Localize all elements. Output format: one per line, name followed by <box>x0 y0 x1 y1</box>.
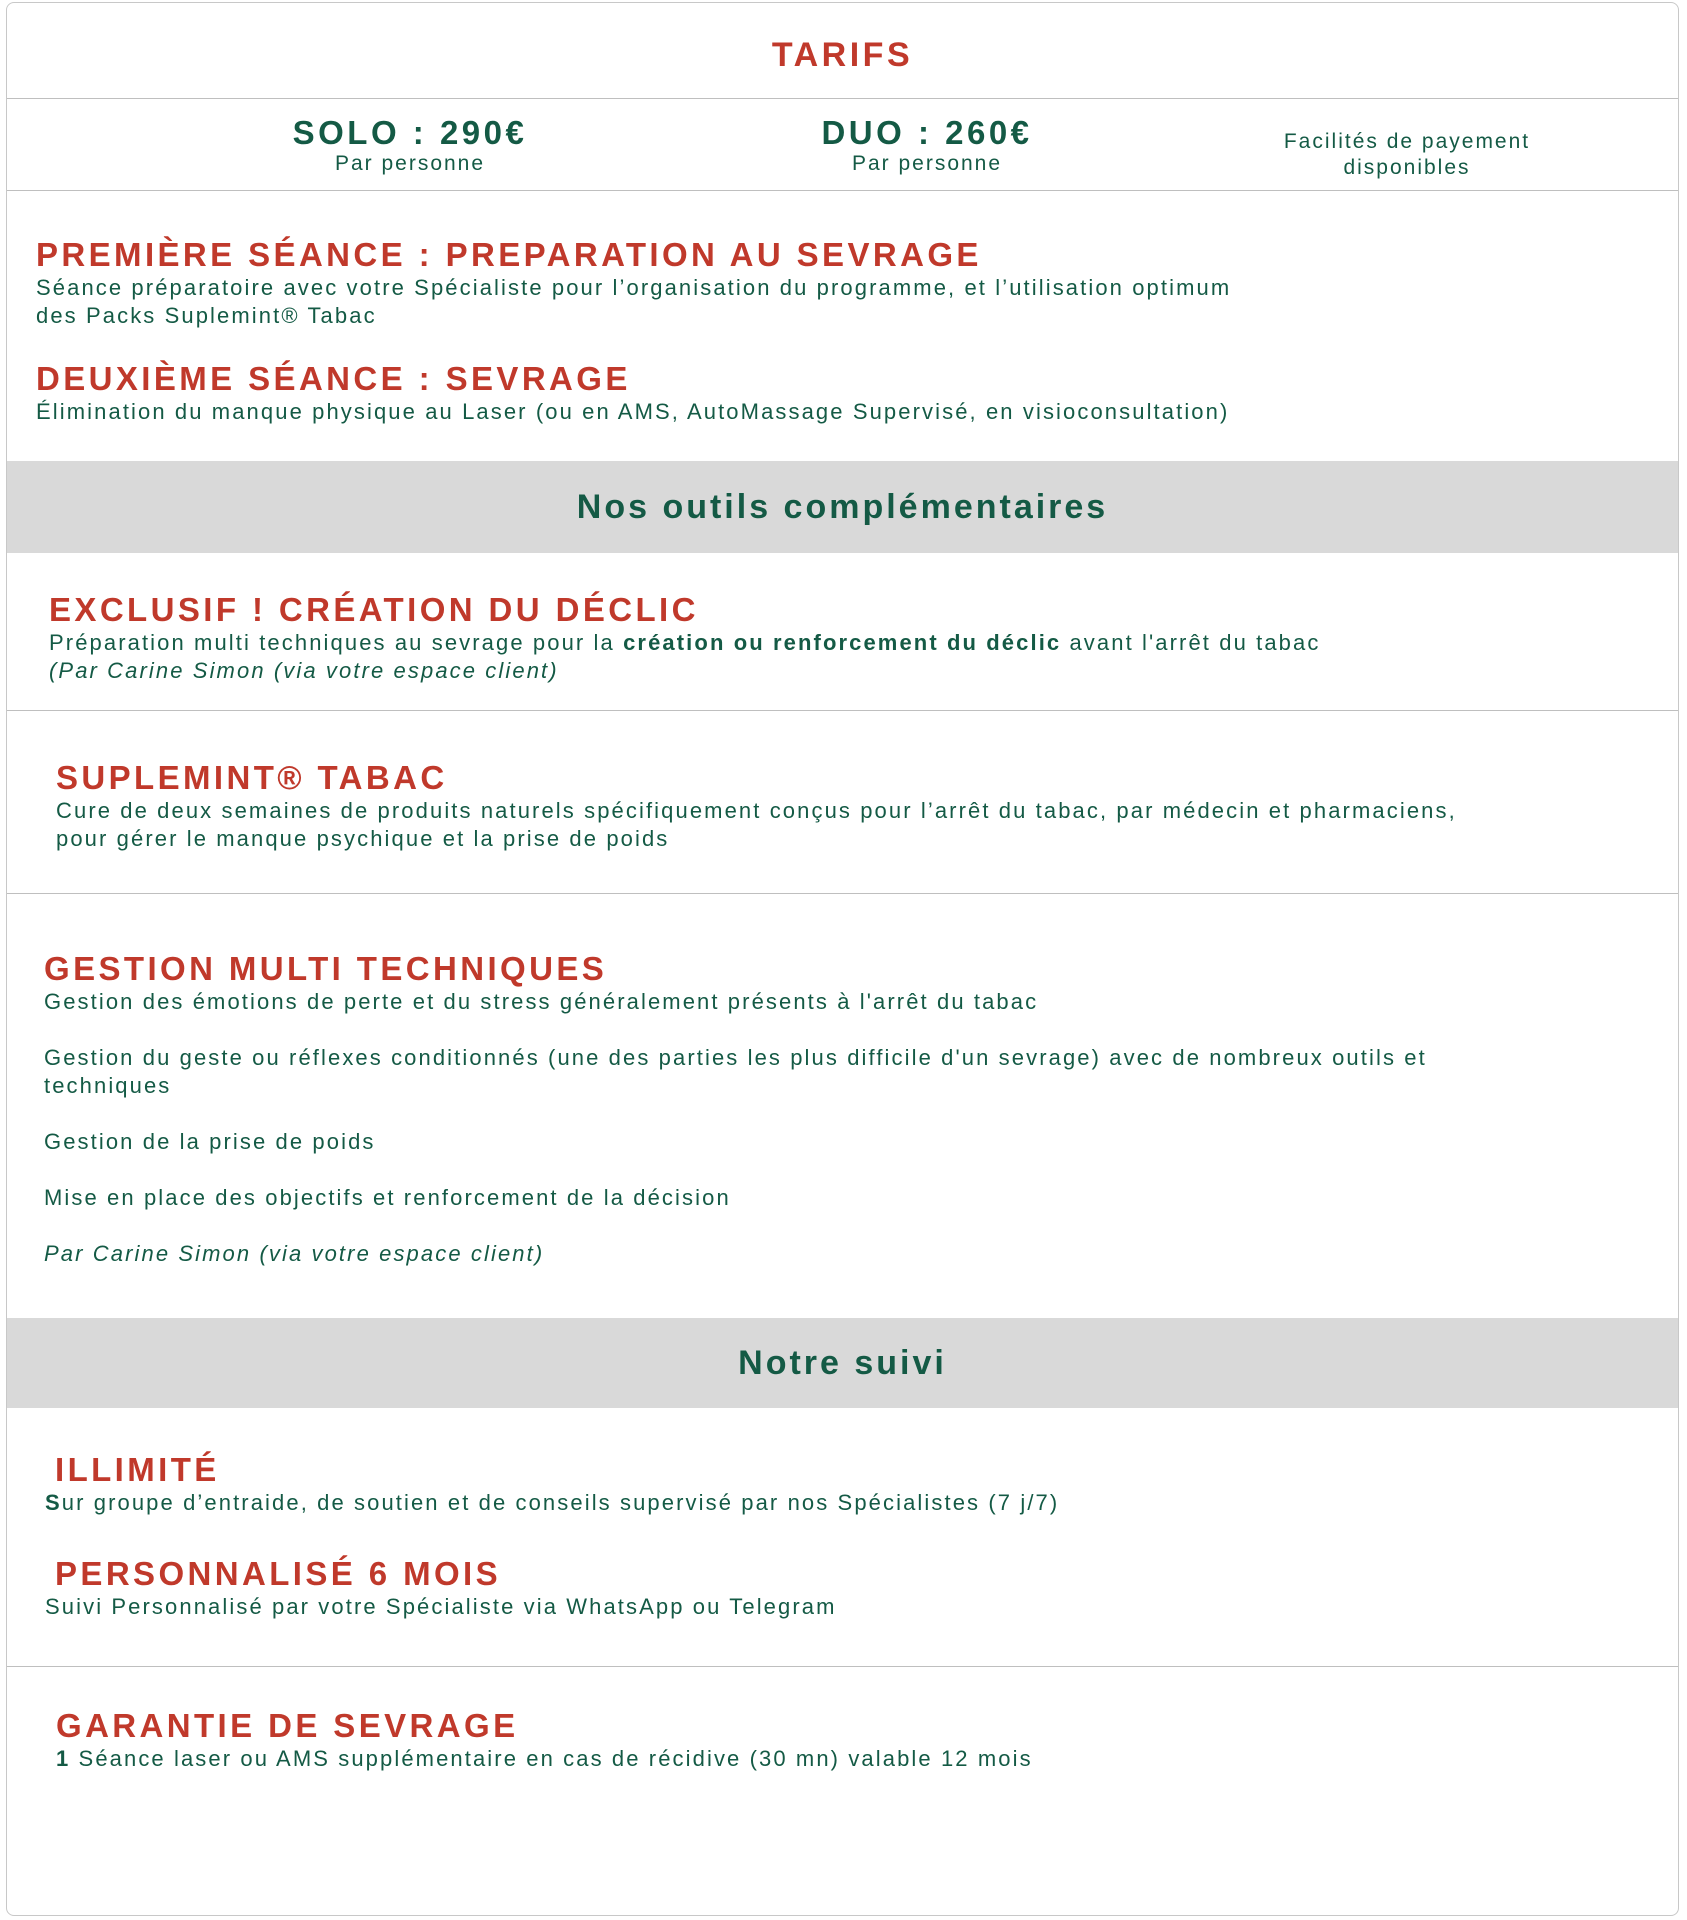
gestion-note: Par Carine Simon (via votre espace client) <box>44 1241 545 1266</box>
solo-price-sub: Par personne <box>334 152 486 175</box>
solo-price: SOLO : 290€ <box>292 114 528 151</box>
divider <box>7 1666 1678 1667</box>
suplemint-section <box>56 759 1457 853</box>
divider <box>7 190 1678 191</box>
declic-text-after: avant l'arrêt du tabac <box>1061 630 1321 655</box>
seance-1-text-line2: des Packs Suplemint® Tabac <box>36 303 377 328</box>
duo-price-block <box>717 115 1137 177</box>
declic-text-before: Préparation multi techniques au sevrage pour la <box>49 630 624 655</box>
personnalise-title: PERSONNALISÉ 6 MOIS <box>55 1555 502 1592</box>
outils-band: Nos outils complémentaires <box>7 461 1678 553</box>
tarifs-title: TARIFS <box>771 36 914 74</box>
payment-facilities <box>1197 129 1617 181</box>
suplemint-text-line2: pour gérer le manque psychique et la prise de poids <box>56 826 670 851</box>
suivi-band: Notre suivi <box>7 1318 1678 1408</box>
garantie-text-bold: 1 <box>56 1746 71 1771</box>
personnalise-text: Suivi Personnalisé par votre Spécialiste via WhatsApp ou Telegram <box>45 1594 837 1619</box>
gestion-item-2-line2: techniques <box>44 1073 172 1098</box>
garantie-section <box>56 1707 1033 1773</box>
declic-section <box>49 591 1320 685</box>
divider <box>7 893 1678 894</box>
gestion-item-2-line1: Gestion du geste ou réflexes conditionnés (une des parties les plus difficile d'un sevrage) avec de nombreux outils et <box>44 1045 1427 1070</box>
tarifs-card <box>6 2 1679 1916</box>
illimite-text-rest: ur groupe d’entraide, de soutien et de conseils supervisé par nos Spécialistes (7 j/7) <box>61 1490 1060 1515</box>
seance-1-title: PREMIÈRE SÉANCE : PREPARATION AU SEVRAGE <box>36 236 982 273</box>
seance-2-text: Élimination du manque physique au Laser (ou en AMS, AutoMassage Supervisé, en visioconsultation) <box>36 399 1230 424</box>
gestion-item-4: Mise en place des objectifs et renforcement de la décision <box>44 1185 731 1210</box>
solo-price-block <box>200 115 620 177</box>
payment-facilities-line2: disponibles <box>1343 156 1471 179</box>
illimite-title: ILLIMITÉ <box>55 1451 220 1488</box>
suplemint-title: SUPLEMINT® TABAC <box>56 759 448 796</box>
illimite-text-bold: S <box>45 1490 62 1515</box>
declic-text-bold: création ou renforcement du déclic <box>623 630 1062 655</box>
seance-2-title: DEUXIÈME SÉANCE : SEVRAGE <box>36 360 631 397</box>
declic-text <box>49 629 1320 657</box>
seance-1 <box>36 236 1231 330</box>
gestion-title: GESTION MULTI TECHNIQUES <box>44 950 608 987</box>
garantie-text <box>56 1745 1033 1773</box>
gestion-item-1: Gestion des émotions de perte et du stress généralement présents à l'arrêt du tabac <box>44 989 1039 1014</box>
seance-2 <box>36 360 1229 426</box>
illimite-text <box>45 1489 1059 1517</box>
divider <box>7 710 1678 711</box>
garantie-title: GARANTIE DE SEVRAGE <box>56 1707 519 1744</box>
illimite-section <box>45 1451 1060 1517</box>
declic-note: (Par Carine Simon (via votre espace client) <box>49 658 559 683</box>
divider <box>7 98 1678 99</box>
garantie-text-rest: Séance laser ou AMS supplémentaire en cas de récidive (30 mn) valable 12 mois <box>70 1746 1033 1771</box>
declic-title: EXCLUSIF ! CRÉATION DU DÉCLIC <box>49 591 699 628</box>
duo-price: DUO : 260€ <box>821 114 1033 151</box>
payment-facilities-line1: Facilités de payement <box>1283 130 1531 153</box>
personnalise-section <box>45 1555 837 1621</box>
suplemint-text-line1: Cure de deux semaines de produits naturels spécifiquement conçus pour l’arrêt du tabac, par médecin et pharmaciens, <box>56 798 1457 823</box>
seance-1-text-line1: Séance préparatoire avec votre Spécialiste pour l’organisation du programme, et l’utilisation optimum <box>36 275 1232 300</box>
duo-price-sub: Par personne <box>851 152 1003 175</box>
gestion-item-3: Gestion de la prise de poids <box>44 1129 376 1154</box>
gestion-section <box>44 950 1427 1268</box>
